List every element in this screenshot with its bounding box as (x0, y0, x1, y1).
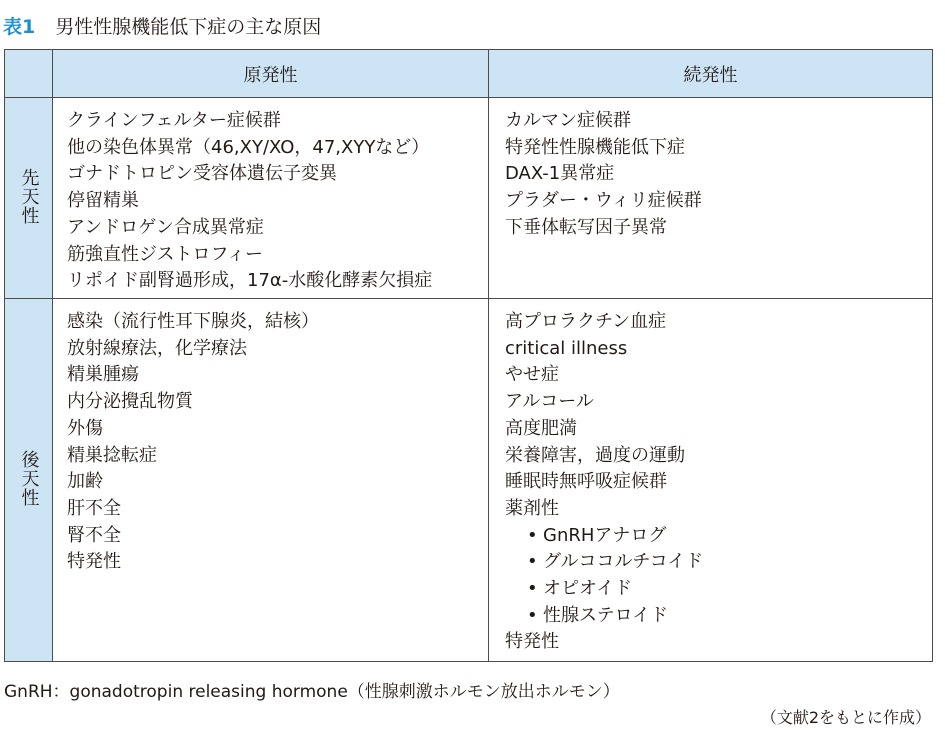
list-item: 薬剤性 (505, 497, 559, 519)
list-item: プラダー・ウィリ症候群 (505, 190, 702, 212)
bullet-icon: • (527, 551, 538, 573)
list-item: 高プロラクチン血症 (505, 311, 667, 332)
header-corner-cell (5, 50, 53, 98)
list-item: 筋強直性ジストロフィー (67, 243, 264, 265)
drug-label: グルココルチコイド (543, 551, 704, 573)
list-item: 感染（流行性耳下腺炎，結核） (67, 311, 319, 332)
bullet-icon: • (527, 604, 538, 626)
list-item: 睡眠時無呼吸症候群 (505, 471, 667, 493)
list-item: 肝不全 (67, 497, 121, 519)
acquired-primary-list (53, 299, 488, 576)
row-label-congenital: 先天性 (18, 167, 40, 225)
list-item: 精巣捻転症 (67, 444, 157, 466)
source-note: （文献2をもとに作成） (760, 708, 931, 727)
drug-sub-item (505, 603, 932, 630)
congenital-secondary-cell (489, 98, 933, 299)
list-item: 特発性性腺機能低下症 (505, 136, 685, 158)
list-item: 外傷 (67, 417, 103, 439)
list-item: アルコール (505, 391, 594, 413)
list-item: 精巣腫瘍 (67, 364, 139, 386)
list-item: 下垂体転写因子異常 (505, 216, 667, 238)
table-row-acquired (5, 299, 933, 662)
table-number: 表1 (3, 15, 36, 38)
list-item: リポイド副腎過形成，17α-水酸化酵素欠損症 (67, 270, 433, 292)
list-item: クラインフェルター症候群 (67, 110, 281, 131)
list-item: 栄養障害，過度の運動 (505, 444, 685, 466)
row-label-acquired: 後天性 (18, 449, 40, 507)
table-row-congenital (5, 98, 933, 299)
footnote: GnRH：gonadotropin releasing hormone（性腺刺激ホルモン放出ホルモン） (4, 682, 620, 702)
drug-label: オピオイド (543, 578, 633, 600)
list-item: 加齢 (67, 471, 103, 493)
congenital-secondary-list (489, 98, 932, 242)
drug-sub-item (505, 576, 932, 603)
list-item: 内分泌攪乱物質 (67, 391, 193, 413)
list-item: 高度肥満 (505, 417, 577, 439)
row-label-cell (5, 98, 53, 299)
congenital-primary-cell (53, 98, 489, 299)
list-item: 腎不全 (67, 524, 121, 546)
table-header-row (5, 50, 933, 98)
list-item: 特発性 (505, 631, 559, 653)
list-item: DAX-1異常症 (505, 163, 615, 185)
list-item: 放射線療法，化学療法 (67, 337, 247, 359)
row-label-cell (5, 299, 53, 662)
list-item: critical illness (505, 337, 628, 359)
list-item: ゴナドトロピン受容体遺伝子変異 (67, 163, 337, 185)
bullet-icon: • (527, 524, 538, 546)
causes-table (4, 49, 933, 662)
drug-sub-item (505, 523, 932, 550)
drug-sub-item (505, 549, 932, 576)
list-item: やせ症 (505, 364, 559, 386)
header-secondary: 続発性 (489, 50, 933, 98)
acquired-primary-cell (53, 299, 489, 662)
drug-label: 性腺ステロイド (543, 604, 669, 626)
header-primary: 原発性 (53, 50, 489, 98)
acquired-secondary-cell (489, 299, 933, 662)
list-item: 特発性 (67, 551, 121, 573)
table-caption (3, 10, 321, 40)
list-item: 停留精巣 (67, 190, 139, 212)
congenital-primary-list (53, 98, 488, 295)
bullet-icon: • (527, 578, 538, 600)
list-item: アンドロゲン合成異常症 (67, 216, 264, 238)
table-title: 男性性腺機能低下症の主な原因 (55, 15, 322, 38)
list-item: カルマン症候群 (505, 110, 631, 131)
list-item: 他の染色体異常（46,XY/XO，47,XYYなど） (67, 136, 430, 158)
drug-label: GnRHアナログ (543, 524, 667, 546)
acquired-secondary-list (489, 299, 932, 656)
